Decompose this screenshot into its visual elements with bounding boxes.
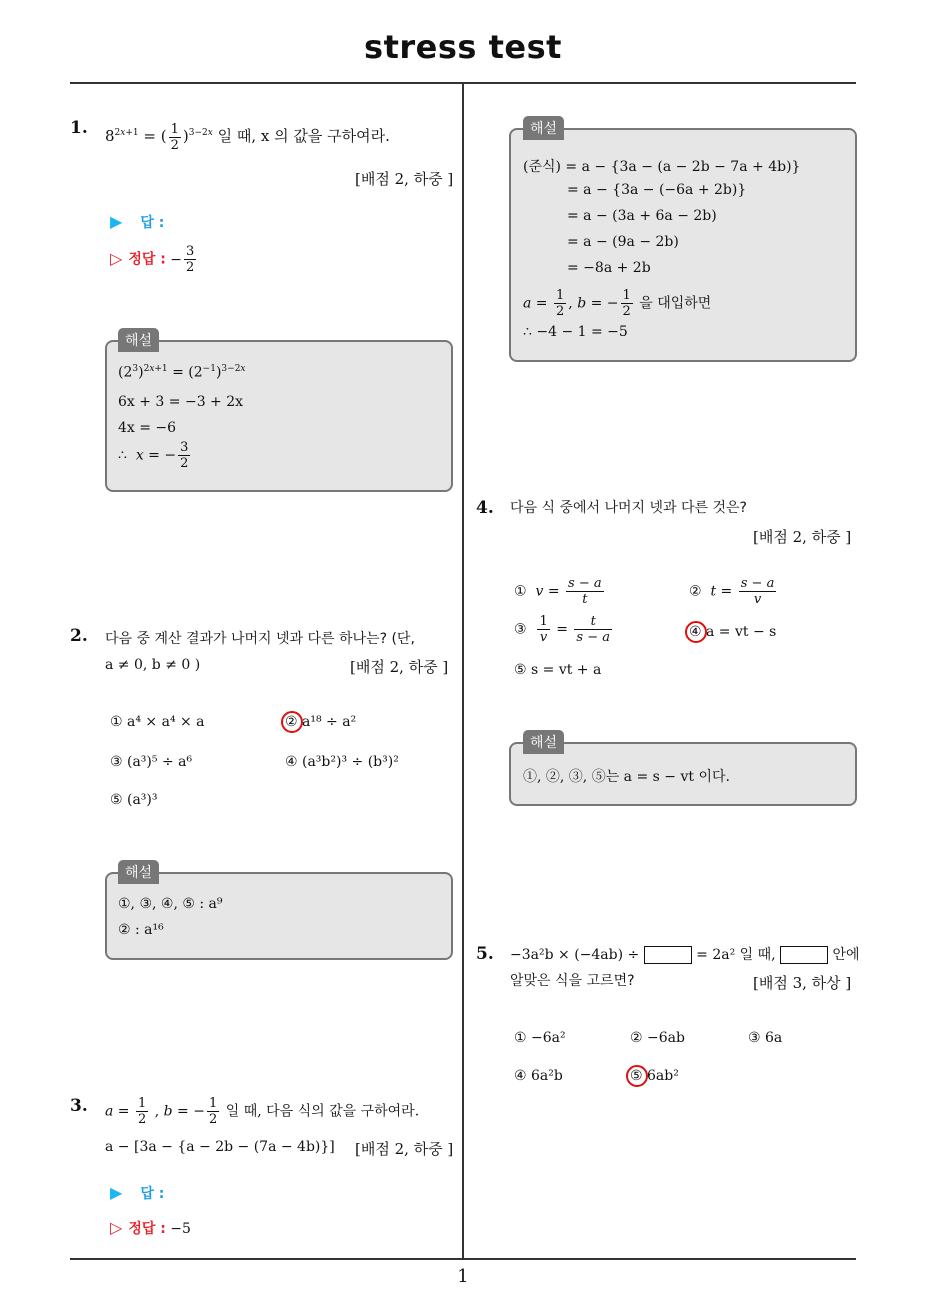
q1-question-text: 일 때, x 의 값을 구하여라. — [217, 127, 390, 145]
q3-correct: ▷ 정답 : −5 — [110, 1218, 191, 1237]
q4-choice-1[interactable]: ① v = $\frac{s - a}{t}$ — [514, 576, 602, 607]
q3-exp-line-3: = a − (3a + 6a − 2b) — [567, 208, 717, 224]
q4-score: [배점 2, 하중 ] — [753, 528, 852, 546]
q4-number: 4. — [476, 498, 494, 518]
page-title: stress test — [364, 28, 562, 66]
q1-answer: ▶ 답 : — [110, 212, 165, 231]
q1-exp-line-4: ∴ x = − $\frac{3}{2}$ — [118, 440, 189, 471]
q3-question-text: 일 때, 다음 식의 값을 구하여라. — [225, 1103, 420, 1120]
q4-choice-2[interactable]: ② t = $\frac{s - a}{v}$ — [689, 576, 775, 607]
q2-question-line-2: a ≠ 0, b ≠ 0 ) — [105, 657, 201, 673]
footer-rule — [70, 1258, 856, 1260]
q2-explanation-tag: 해설 — [118, 860, 159, 884]
correct-triangle-icon: ▷ — [110, 248, 123, 268]
q1-exp-line-2: 6x + 3 = −3 + 2x — [118, 394, 244, 410]
q1-correct: ▷ 정답 : − $\frac{3}{2}$ — [110, 244, 195, 275]
q3-answer: ▶ 답 : — [110, 1183, 165, 1202]
q4-choice-5[interactable]: ⑤ s = vt + a — [514, 662, 602, 678]
q4-exp-line-1: ①, ②, ③, ⑤는 a = s − vt 이다. — [523, 769, 730, 785]
q3-score: [배점 2, 하중 ] — [355, 1140, 454, 1158]
q5-blank-box-1 — [644, 946, 692, 964]
q3-exp-line-5: = −8a + 2b — [567, 260, 651, 276]
q5-question-line-1: −3a²b × (−4ab) ÷ = 2a² 일 때, 안에 — [510, 947, 860, 963]
q4-explanation-tag: 해설 — [523, 730, 564, 754]
answer-triangle-icon: ▶ — [110, 1183, 123, 1202]
q5-selected-circle — [626, 1065, 648, 1087]
q1-explanation-tag: 해설 — [118, 328, 159, 352]
page-number: 1 — [457, 1266, 469, 1287]
q3-explanation-tag: 해설 — [523, 116, 564, 140]
q3-exp-line-7: ∴ −4 − 1 = −5 — [523, 324, 628, 340]
q3-question: a = $\frac{1}{2}$ , b = − $\frac{1}{2}$ 일 때, 다음 식의 값을 구하여라. — [105, 1096, 420, 1127]
q2-exp-line-1: ①, ③, ④, ⑤ : a⁹ — [118, 896, 223, 912]
q3-exp-line-2: = a − {3a − (−6a + 2b)} — [567, 182, 747, 198]
q2-choice-3[interactable]: ③ (a³)⁵ ÷ a⁶ — [110, 754, 193, 770]
q5-choice-5[interactable]: ⑤ 6ab² — [630, 1068, 679, 1084]
q5-choice-3[interactable]: ③ 6a — [748, 1030, 783, 1046]
q5-choice-1[interactable]: ① −6a² — [514, 1030, 566, 1046]
q5-choice-2[interactable]: ② −6ab — [630, 1030, 685, 1046]
q3-number: 3. — [70, 1096, 88, 1116]
q2-explanation-box — [105, 872, 453, 960]
q1-number: 1. — [70, 118, 88, 138]
q1-question: $8^{2x+1}$ = ( $\frac{1}{2}$ )$^{3-2x}$ 일 때, x 의 값을 구하여라. — [105, 121, 390, 153]
q3-exp-line-1: (준식) = a − {3a − (a − 2b − 7a + 4b)} — [523, 159, 801, 175]
q2-choice-4[interactable]: ④ (a³b²)³ ÷ (b³)² — [285, 754, 399, 770]
correct-triangle-icon: ▷ — [110, 1218, 123, 1237]
q2-choice-2[interactable]: ② a¹⁸ ÷ a² — [285, 714, 357, 730]
q5-blank-box-2 — [780, 946, 828, 964]
q3-exp-line-4: = a − (9a − 2b) — [567, 234, 679, 250]
q2-exp-line-2: ② : a¹⁶ — [118, 922, 164, 938]
q3-expression: a − [3a − {a − 2b − (7a − 4b)}] — [105, 1139, 335, 1155]
column-divider — [462, 83, 464, 1258]
q5-choice-4[interactable]: ④ 6a²b — [514, 1068, 563, 1084]
q2-score: [배점 2, 하중 ] — [350, 658, 449, 676]
q2-choice-5[interactable]: ⑤ (a³)³ — [110, 792, 158, 808]
q4-choice-3[interactable]: ③ $\frac{1}{v}$ = $\frac{t}{s - a}$ — [514, 614, 610, 645]
q4-question: 다음 식 중에서 나머지 넷과 다른 것은? — [510, 500, 747, 516]
q2-question-line-1: 다음 중 계산 결과가 나머지 넷과 다른 하나는? (단, — [105, 631, 415, 647]
q2-choice-1[interactable]: ① a⁴ × a⁴ × a — [110, 714, 205, 730]
q2-number: 2. — [70, 626, 88, 646]
q4-selected-circle — [685, 621, 707, 643]
q1-exp-line-3: 4x = −6 — [118, 420, 177, 436]
answer-triangle-icon: ▶ — [110, 212, 123, 231]
q5-score: [배점 3, 하상 ] — [753, 974, 852, 992]
q4-choice-4[interactable]: ④ a = vt − s — [689, 624, 777, 640]
q5-number: 5. — [476, 944, 494, 964]
q2-selected-circle — [281, 711, 303, 733]
q5-question-line-2: 알맞은 식을 고르면? — [510, 973, 635, 989]
q1-score: [배점 2, 하중 ] — [355, 170, 454, 188]
q3-exp-line-6: a = $\frac{1}{2}$ , b = − $\frac{1}{2}$ 을 대입하면 — [523, 288, 712, 319]
q1-exp-line-1: $(2^3)^{2x+1} = (2^{-1})^{3-2x}$ — [118, 364, 246, 381]
